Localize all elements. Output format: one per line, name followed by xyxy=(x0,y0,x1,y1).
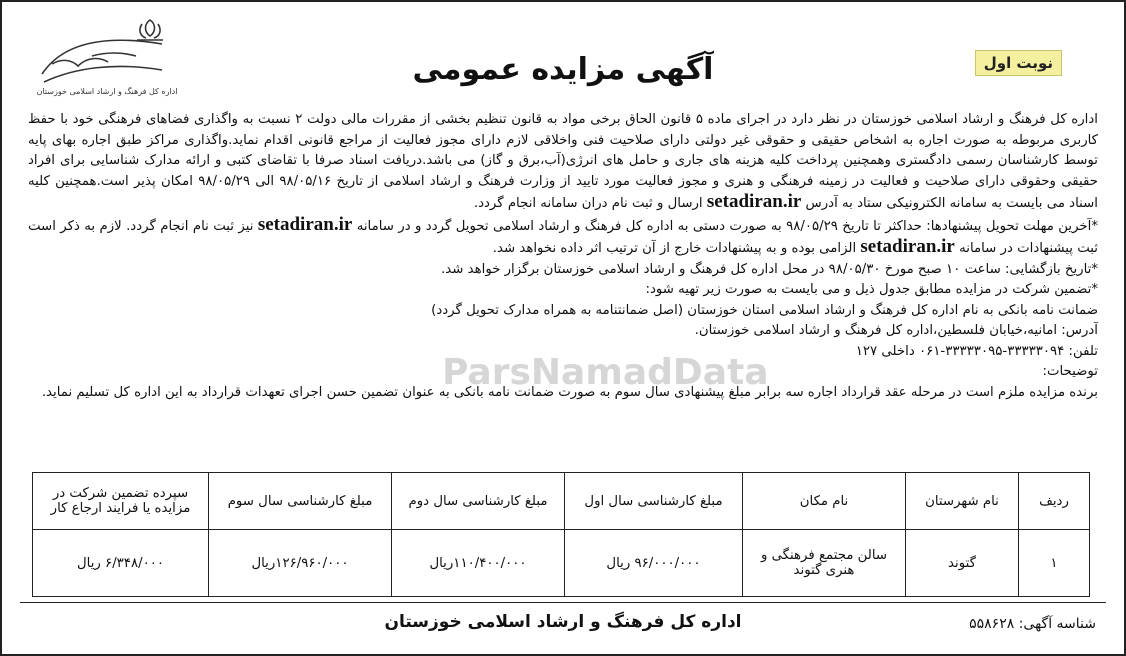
cell-row-number: ۱ xyxy=(1019,530,1090,597)
ministry-logo-icon xyxy=(32,12,182,98)
cell-deposit: ۶/۳۴۸/۰۰۰ ریال xyxy=(33,530,209,597)
cell-year1-amount: ۹۶/۰۰۰/۰۰۰ ریال xyxy=(565,530,743,597)
guarantee-title: *تضمین شرکت در مزایده مطابق جدول ذیل و می بایست به صورت زیر تهیه شود: xyxy=(645,282,1098,297)
notice-body xyxy=(28,110,1098,403)
footer-organization: اداره کل فرهنگ و ارشاد اسلامی خوزستان xyxy=(384,612,742,632)
guarantee-description: ضمانت نامه بانکی به نام اداره کل فرهنگ و ارشاد اسلامی استان خوزستان (اصل ضمانتنامه به همراه مدارک تحویل گردد) xyxy=(431,302,1098,318)
setadiran-link: setadiran.ir xyxy=(706,191,802,212)
col-deposit: سپرده تضمین شرکت در مزایده یا فرایند ارجاع کار xyxy=(33,473,209,530)
setadiran-link-2: setadiran.ir xyxy=(257,213,353,235)
deadline-paragraph: *آخرین مهلت تحویل پیشنهادها: حداکثر تا تاریخ ۹۸/۰۵/۲۹ به صورت دستی به اداره کل فرهنگ و ارشاد اسلامی تحویل گردد و در سامانه setadiran.ir نیز ثبت نام انجام گردد. لازم به ذکر است ثبت پیشنهادات در سامانه setadiran.ir الزامی بوده و به پیشنهادات خارج از آن ترتیب اثر داده نخواهد شد. xyxy=(28,213,1098,257)
auction-table xyxy=(32,472,1090,597)
opening-date: *تاریخ بازگشایی: ساعت ۱۰ صبح مورخ ۹۸/۰۵/۳۰ در محل اداره کل فرهنگ و ارشاد اسلامی خوزستان برگزار خواهد شد. xyxy=(441,261,1098,277)
ad-identifier: شناسه آگهی: ۵۵۸۶۲۸ xyxy=(969,616,1096,632)
watermark: ParsNamadData xyxy=(442,352,769,393)
phone: تلفن: ۳۳۳۳۳۰۹۴-۳۳۳۳۳۰۹۵-۰۶۱ داخلی ۱۲۷ xyxy=(855,343,1098,359)
col-year2-amount: مبلغ کارشناسی سال دوم xyxy=(392,473,565,530)
col-city: نام شهرستان xyxy=(906,473,1019,530)
notice-title: آگهی مزایده عمومی xyxy=(412,52,714,87)
notes-title: توضیحات: xyxy=(1042,364,1098,379)
setadiran-link-3: setadiran.ir xyxy=(860,236,955,257)
col-year1-amount: مبلغ کارشناسی سال اول xyxy=(565,473,743,530)
col-year3-amount: مبلغ کارشناسی سال سوم xyxy=(209,473,392,530)
table-row xyxy=(33,530,1090,597)
footer-divider xyxy=(20,602,1106,603)
notes-text: برنده مزایده ملزم است در مرحله عقد قرارداد اجاره سه برابر مبلغ پیشنهادی سال سوم به صورت ضمانت نامه بانکی به عنوان تضمین حسن اجرای تعهدات قرارداد به این اداره کل تسلیم نماید. xyxy=(41,384,1098,400)
address: آدرس: امانیه،خیابان فلسطین،اداره کل فرهنگ و ارشاد اسلامی خوزستان. xyxy=(694,323,1098,338)
col-row-number: ردیف xyxy=(1019,473,1090,530)
intro-paragraph: اداره کل فرهنگ و ارشاد اسلامی خوزستان در نظر دارد در اجرای ماده ۵ قانون الحاق برخی مواد به قانون تنظیم بخشی از مقررات مالی دولت ۲ نسبت به واگذاری فضاهای فرهنگی خود با حفظ کاربری مربوطه به صورت اجاره به اشخاص حقیقی و حقوقی غیر دولتی دارای صلاحیت فنی واخلاقی لازم دارای مجوز فعالیت از مراجع قانونی اقدام نماید.واگذاری مراکز طبق اجاره بهای پایه توسط کارشناسان رسمی دادگستری وهمچنین پرداخت کلیه هزینه های جاری و حامل های انرژی(آب،برق و گاز) می باشد.دریافت اسناد صرفا با تقاضای کتبی و ارائه مدارک شناسایی برای افراد حقیقی وحقوقی دارای صلاحیت و فعالیت در زمینه فرهنگی و هنری و مجوز فعالیت مورد تایید از وزارت فرهنگ و ارشاد اسلامی از تاریخ ۹۸/۰۵/۱۶ الی ۹۸/۰۵/۲۹ امکان پذیر است.همچنین کلیه اسناد می بایست به سامانه الکترونیکی ستاد به آدرس setadiran.ir ارسال و ثبت نام دران سامانه انجام گردد. xyxy=(28,112,1098,212)
cell-city: گتوند xyxy=(906,530,1019,597)
cell-year3-amount: ۱۲۶/۹۶۰/۰۰۰ریال xyxy=(209,530,392,597)
cell-place: سالن مجتمع فرهنگی و هنری گتوند xyxy=(743,530,906,597)
first-publication-badge: نوبت اول xyxy=(975,50,1062,76)
logo-caption: اداره کل فرهنگ و ارشاد اسلامی خوزستان xyxy=(36,87,178,96)
table-header-row xyxy=(33,473,1090,530)
cell-year2-amount: ۱۱۰/۴۰۰/۰۰۰ریال xyxy=(392,530,565,597)
col-place: نام مکان xyxy=(743,473,906,530)
